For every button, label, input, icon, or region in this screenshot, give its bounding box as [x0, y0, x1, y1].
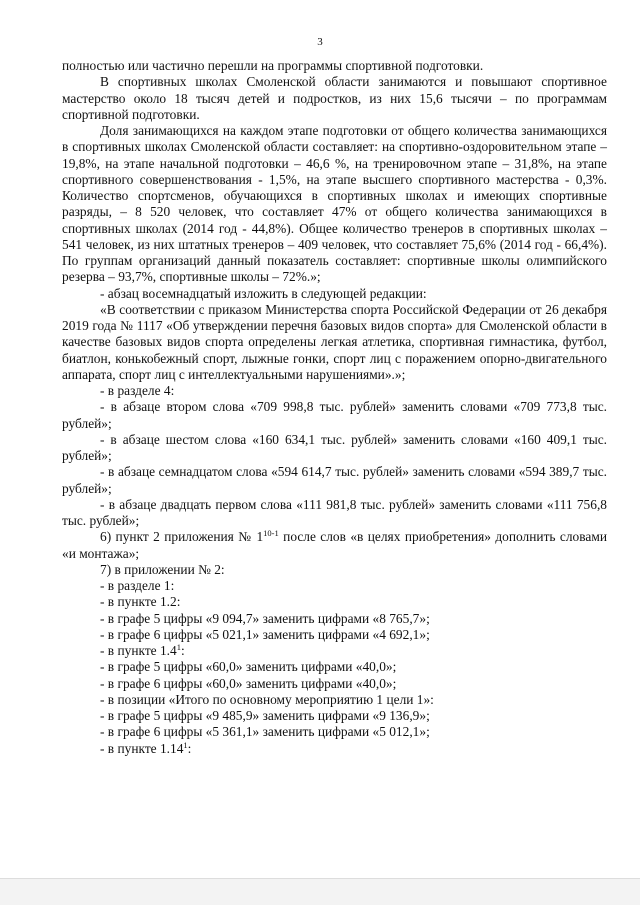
paragraph [62, 643, 607, 659]
paragraph [62, 74, 607, 123]
paragraph-text: 6) пункт 2 приложения № 1 [100, 529, 264, 545]
paragraph-text: - в абзаце втором слова «709 998,8 тыс. рублей» заменить словами «709 773,8 тыс. рублей»; [62, 399, 607, 431]
scan-bottom-band [0, 878, 640, 905]
paragraph-text-continued: после слов «в целях приобретения» дополнить словами «и монтажа»; [62, 529, 607, 561]
paragraph-text: - в пункте 1.14 [100, 740, 184, 756]
paragraph-text: - в графе 6 цифры «5 361,1» заменить цифрами «5 012,1»; [100, 724, 430, 740]
paragraph-text: - абзац восемнадцатый изложить в следующей редакции: [100, 285, 427, 301]
paragraph-text: В спортивных школах Смоленской области занимаются и повышают спортивное мастерство около 18 тысяч детей и подростков, из них 15,6 тысячи – по программам спортивной подготовки. [62, 74, 607, 122]
paragraph-text: - в позиции «Итого по основному мероприятию 1 цели 1»: [100, 691, 434, 707]
paragraph [62, 627, 607, 643]
paragraph-text: - в графе 5 цифры «9 485,9» заменить цифрами «9 136,9»; [100, 708, 430, 723]
paragraph-text: - в абзаце семнадцатом слова «594 614,7 тыс. рублей» заменить словами «594 389,7 тыс. рублей»; [62, 464, 607, 496]
paragraph-text: 7) в приложении № 2: [100, 561, 225, 577]
paragraph [62, 432, 607, 465]
paragraph [62, 676, 607, 692]
paragraph-text: - в графе 5 цифры «60,0» заменить цифрами «40,0»; [100, 659, 397, 675]
paragraph-text-continued: : [187, 740, 192, 756]
superscript: 1 [183, 739, 188, 750]
paragraph-text: - в графе 6 цифры «60,0» заменить цифрами «40,0»; [100, 675, 397, 691]
paragraph [62, 562, 607, 578]
paragraph [62, 464, 607, 497]
paragraph [62, 708, 607, 724]
paragraph [62, 659, 607, 675]
paragraph [62, 302, 607, 383]
paragraph-text: - в графе 6 цифры «5 021,1» заменить цифрами «4 692,1»; [100, 626, 430, 642]
paragraph-text: - в графе 5 цифры «9 094,7» заменить цифрами «8 765,7»; [100, 610, 430, 626]
paragraph [62, 497, 607, 530]
paragraph [62, 58, 607, 74]
paragraph [62, 741, 607, 757]
paragraph-text: - в разделе 4: [100, 383, 175, 398]
paragraph [62, 692, 607, 708]
paragraph [62, 611, 607, 627]
paragraph [62, 399, 607, 432]
paragraph [62, 123, 607, 286]
paragraph-text: - в абзаце шестом слова «160 634,1 тыс. рублей» заменить словами «160 409,1 тыс. рублей»; [62, 431, 607, 463]
paragraph [62, 594, 607, 610]
page-number: 3 [317, 36, 323, 48]
paragraph-text-continued: : [180, 643, 185, 658]
paragraph [62, 286, 607, 302]
paragraph-text: - в пункте 1.4 [100, 643, 177, 658]
paragraph [62, 529, 607, 562]
superscript: 1 [176, 642, 181, 652]
paragraph [62, 383, 607, 399]
paragraph [62, 578, 607, 594]
document-body [62, 58, 607, 757]
paragraph-text: «В соответствии с приказом Министерства спорта Российской Федерации от 26 декабря 2019 года № 1117 «Об утверждении перечня базовых видов спорта» для Смоленской области в качестве базовых видов спорта определены легкая атлетика, спортивная гимнастика, футбол, биатлон, конькобежный спорт, лыжные гонки, спорт лиц с поражением опорно-двигательного аппарата, спорт лиц с интеллектуальными нарушениями».»; [62, 301, 607, 382]
paragraph-text: - в разделе 1: [100, 578, 175, 593]
paragraph [62, 724, 607, 740]
paragraph-text: - в пункте 1.2: [100, 594, 181, 610]
paragraph-text: Доля занимающихся на каждом этапе подготовки от общего количества занимающихся в спортивных школах Смоленской области составляет: на спортивно-оздоровительном этапе – 19,8%, на этапе начальной подготовки – 46,6 %, на тренировочном этапе – 31,8%, на этапе спортивного совершенствования - 1,5%, на этапе высшего спортивного мастерства - 0,3%. Количество спортсменов, обучающихся в спортивных школах и имеющих спортивные разряды, – 8 520 человек, что составляет 47% от общего количества занимающихся в спортивных школах (2014 год - 44,8%). Общее количество тренеров в спортивных школах – 541 человек, из них штатных тренеров – 409 человек, что составляет 75,6% (2014 год - 66,4%). По группам организаций данный показатель составляет: спортивные школы олимпийского резерва – 93,7%, спортивные школы – 72%.»; [62, 123, 607, 285]
superscript: 10-1 [263, 528, 279, 539]
paragraph-text: полностью или частично перешли на программы спортивной подготовки. [62, 58, 484, 73]
paragraph-text: - в абзаце двадцать первом слова «111 981,8 тыс. рублей» заменить словами «111 756,8 тыс. рублей»; [62, 496, 607, 528]
